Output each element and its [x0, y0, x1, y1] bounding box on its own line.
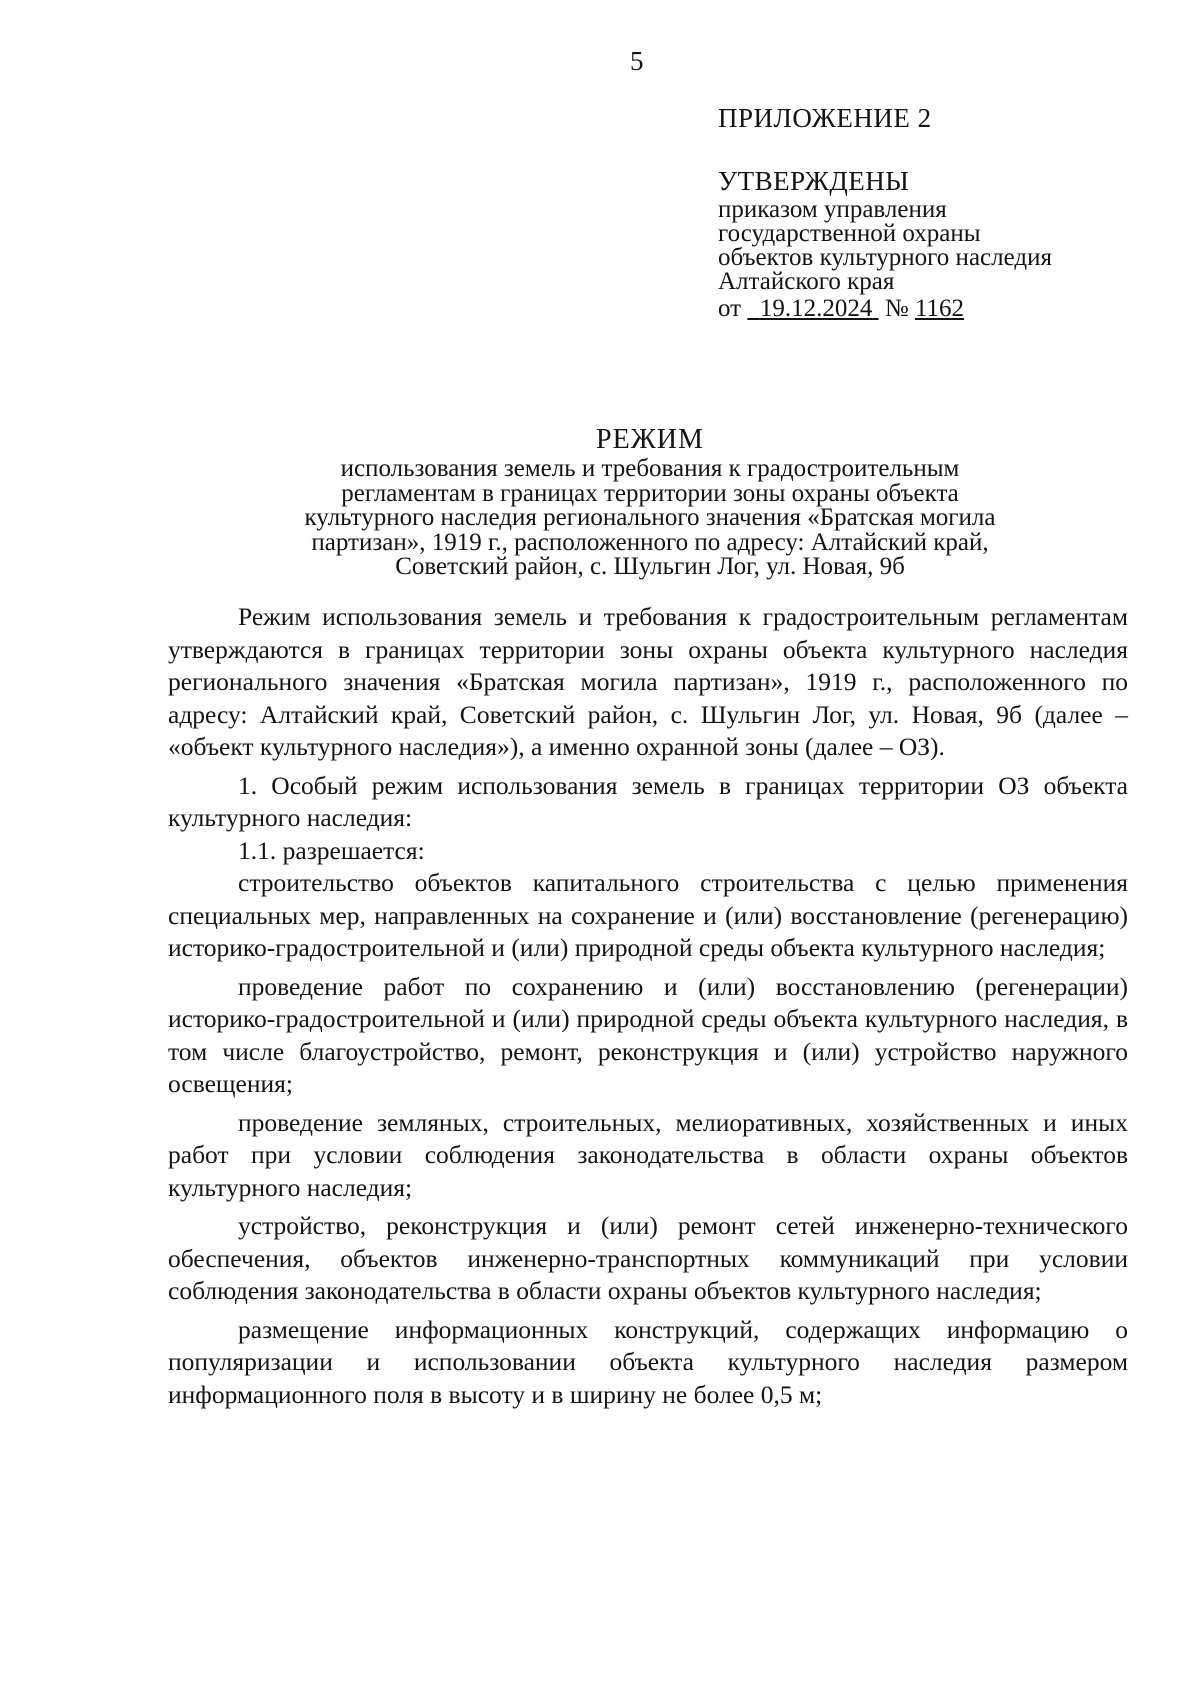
number-prefix: №: [884, 295, 909, 322]
section-1-heading: 1. Особый режим использования земель в границах территории ОЗ объекта культурного наследия:: [168, 770, 1128, 832]
title-subtitle-line: использования земель и требования к градостроительным: [340, 455, 960, 482]
approved-label: УТВЕРЖДЕНЫ: [718, 166, 910, 196]
title-heading: РЕЖИМ: [596, 424, 704, 455]
approval-line: объектов культурного наследия: [718, 244, 1052, 271]
approval-line: Алтайского края: [718, 268, 895, 295]
subsection-1-1-heading: 1.1. разрешается:: [238, 835, 425, 865]
approval-line: государственной охраны: [718, 220, 981, 247]
order-date-number: [718, 294, 1188, 324]
order-date: 19.12.2024: [759, 295, 873, 322]
page-number: 5: [630, 46, 644, 76]
appendix-label: ПРИЛОЖЕНИЕ 2: [718, 103, 932, 133]
document-body: [168, 601, 1128, 1417]
list-item: проведение работ по сохранению и (или) восстановлению (регенерации) историко-градостроительной и (или) природной среды объекта культурного наследия, в том числе благоустройство, ремонт, реконструкция и (или) устройство наружного освещения;: [168, 971, 1128, 1098]
approval-line: приказом управления: [718, 196, 947, 223]
title-subtitle-line: культурного наследия регионального значения «Братская могила: [304, 504, 996, 531]
intro-paragraph: Режим использования земель и требования к градостроительным регламентам утверждаются в границах территории зоны охраны объекта культурного наследия регионального значения «Братская могила партизан», 1919 г., расположенного по адресу: Алтайский край, Советский район, с. Шульгин Лог, ул. Новая, 9б (далее – «объект культурного наследия»), а именно охранной зоны (далее – ОЗ).: [168, 602, 1128, 761]
document-title: [200, 423, 1100, 580]
list-item: размещение информационных конструкций, содержащих информацию о популяризации и использовании объекта культурного наследия размером информационного поля в высоту и в ширину не более 0,5 м;: [168, 1314, 1128, 1409]
order-number: 1162: [914, 295, 965, 322]
list-item: проведение земляных, строительных, мелиоративных, хозяйственных и иных работ при условии соблюдения законодательства в области охраны объектов культурного наследия;: [168, 1107, 1128, 1202]
title-subtitle-line: Советский район, с. Шульгин Лог, ул. Новая, 9б: [395, 553, 905, 580]
list-item: устройство, реконструкция и (или) ремонт сетей инженерно-технического обеспечения, объектов инженерно-транспортных коммуникаций при условии соблюдения законодательства в области охраны объектов культурного наследия;: [168, 1211, 1128, 1305]
list-item: строительство объектов капитального строительства с целью применения специальных мер, направленных на сохранение и (или) восстановление (регенерацию) историко-градостроительной и (или) природной среды объекта культурного наследия;: [168, 868, 1128, 962]
title-subtitle-line: партизан», 1919 г., расположенного по адресу: Алтайский край,: [311, 528, 989, 556]
date-prefix: от: [718, 295, 742, 322]
title-subtitle-line: регламентам в границах территории зоны охраны объекта: [341, 479, 959, 507]
approval-block: [718, 103, 1188, 324]
